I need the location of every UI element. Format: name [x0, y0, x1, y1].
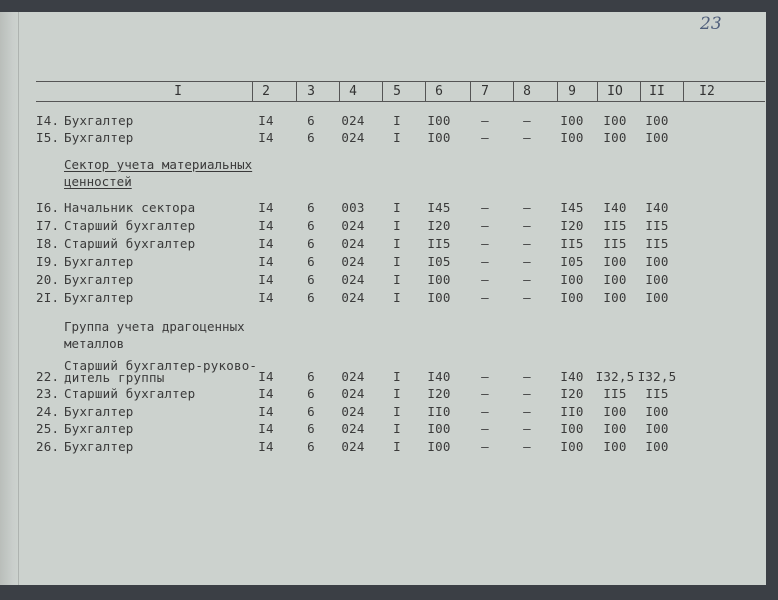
- cell-c10: II5: [603, 386, 627, 401]
- column-separator: [683, 82, 684, 101]
- cell-c8: –: [523, 421, 531, 436]
- cell-c9: I20: [560, 218, 584, 233]
- cell-c7: –: [481, 218, 489, 233]
- cell-c10: I00: [603, 272, 627, 287]
- cell-c8: –: [523, 386, 531, 401]
- cell-c2: I4: [258, 218, 274, 233]
- cell-c5: I: [393, 404, 401, 419]
- cell-c3: 6: [307, 439, 315, 454]
- cell-c3: 6: [307, 254, 315, 269]
- cell-c4: 024: [341, 113, 365, 128]
- cell-c3: 6: [307, 236, 315, 251]
- cell-c3: 6: [307, 421, 315, 436]
- cell-c3: 6: [307, 386, 315, 401]
- section-title-line: металлов: [64, 336, 125, 351]
- section-title-line: Сектор учета материальных: [64, 157, 253, 172]
- cell-c8: –: [523, 439, 531, 454]
- column-header-1: I: [174, 84, 182, 99]
- cell-c6: I00: [427, 421, 451, 436]
- row-number: 25.: [36, 421, 60, 436]
- position-name: Бухгалтер: [64, 290, 134, 305]
- column-header-5: 5: [393, 84, 401, 99]
- row-number: I9.: [36, 254, 60, 269]
- row-number: I4.: [36, 113, 60, 128]
- cell-c3: 6: [307, 369, 315, 384]
- row-number: 26.: [36, 439, 60, 454]
- position-name: Бухгалтер: [64, 439, 134, 454]
- cell-c6: I00: [427, 290, 451, 305]
- section-title-line: Группа учета драгоценных: [64, 319, 245, 334]
- position-name: Бухгалтер: [64, 254, 134, 269]
- cell-c7: –: [481, 290, 489, 305]
- cell-c10: I40: [603, 200, 627, 215]
- cell-c4: 024: [341, 290, 365, 305]
- cell-c9: I00: [560, 272, 584, 287]
- cell-c4: 024: [341, 218, 365, 233]
- table-header-top-rule: [36, 81, 765, 82]
- cell-c4: 024: [341, 439, 365, 454]
- cell-c2: I4: [258, 439, 274, 454]
- cell-c6: I05: [427, 254, 451, 269]
- cell-c2: I4: [258, 369, 274, 384]
- cell-c6: I00: [427, 130, 451, 145]
- cell-c11: II5: [645, 218, 669, 233]
- cell-c6: I00: [427, 113, 451, 128]
- cell-c5: I: [393, 369, 401, 384]
- position-name: Бухгалтер: [64, 130, 134, 145]
- cell-c7: –: [481, 369, 489, 384]
- table-header-bottom-rule: [36, 101, 765, 102]
- cell-c4: 024: [341, 386, 365, 401]
- position-name: Бухгалтер: [64, 113, 134, 128]
- cell-c4: 024: [341, 421, 365, 436]
- cell-c8: –: [523, 272, 531, 287]
- cell-c9: I00: [560, 421, 584, 436]
- cell-c7: –: [481, 404, 489, 419]
- cell-c3: 6: [307, 290, 315, 305]
- cell-c3: 6: [307, 272, 315, 287]
- cell-c6: I00: [427, 439, 451, 454]
- cell-c5: I: [393, 439, 401, 454]
- position-name: Бухгалтер: [64, 421, 134, 436]
- cell-c4: 024: [341, 369, 365, 384]
- cell-c10: I00: [603, 404, 627, 419]
- cell-c2: I4: [258, 386, 274, 401]
- cell-c8: –: [523, 130, 531, 145]
- cell-c11: I40: [645, 200, 669, 215]
- cell-c11: I00: [645, 113, 669, 128]
- column-header-11: II: [649, 84, 665, 99]
- position-name: Старший бухгалтер: [64, 236, 196, 251]
- cell-c10: I00: [603, 254, 627, 269]
- cell-c2: I4: [258, 200, 274, 215]
- cell-c3: 6: [307, 218, 315, 233]
- position-name: Бухгалтер: [64, 404, 134, 419]
- cell-c8: –: [523, 290, 531, 305]
- cell-c4: 024: [341, 130, 365, 145]
- binding-edge: [0, 12, 19, 585]
- cell-c5: I: [393, 130, 401, 145]
- cell-c9: I00: [560, 113, 584, 128]
- cell-c7: –: [481, 200, 489, 215]
- cell-c9: I40: [560, 369, 584, 384]
- cell-c10: I00: [603, 130, 627, 145]
- position-name: Начальник сектора: [64, 200, 196, 215]
- page-number: 23: [700, 14, 722, 34]
- row-number: I7.: [36, 218, 60, 233]
- row-number: I8.: [36, 236, 60, 251]
- cell-c6: II0: [427, 404, 451, 419]
- cell-c5: I: [393, 218, 401, 233]
- cell-c9: I45: [560, 200, 584, 215]
- cell-c8: –: [523, 236, 531, 251]
- cell-c5: I: [393, 421, 401, 436]
- cell-c11: I00: [645, 404, 669, 419]
- cell-c9: I00: [560, 439, 584, 454]
- cell-c8: –: [523, 113, 531, 128]
- cell-c3: 6: [307, 130, 315, 145]
- cell-c6: I20: [427, 218, 451, 233]
- cell-c7: –: [481, 130, 489, 145]
- column-header-12: I2: [699, 84, 715, 99]
- cell-c10: I32,5: [595, 369, 635, 384]
- cell-c11: II5: [645, 386, 669, 401]
- row-number: I5.: [36, 130, 60, 145]
- cell-c11: I32,5: [637, 369, 677, 384]
- column-header-8: 8: [523, 84, 531, 99]
- cell-c9: I00: [560, 130, 584, 145]
- cell-c7: –: [481, 113, 489, 128]
- cell-c11: I00: [645, 272, 669, 287]
- cell-c11: I00: [645, 439, 669, 454]
- cell-c5: I: [393, 254, 401, 269]
- cell-c9: II0: [560, 404, 584, 419]
- cell-c6: I40: [427, 369, 451, 384]
- section-title: [64, 156, 252, 190]
- cell-c2: I4: [258, 290, 274, 305]
- cell-c3: 6: [307, 113, 315, 128]
- cell-c2: I4: [258, 236, 274, 251]
- column-header-2: 2: [262, 84, 270, 99]
- cell-c8: –: [523, 369, 531, 384]
- cell-c5: I: [393, 386, 401, 401]
- column-header-4: 4: [349, 84, 357, 99]
- section-title: [64, 318, 245, 352]
- cell-c7: –: [481, 272, 489, 287]
- cell-c4: 024: [341, 236, 365, 251]
- cell-c9: I20: [560, 386, 584, 401]
- cell-c5: I: [393, 236, 401, 251]
- cell-c8: –: [523, 404, 531, 419]
- cell-c4: 024: [341, 272, 365, 287]
- cell-c4: 024: [341, 254, 365, 269]
- cell-c8: –: [523, 218, 531, 233]
- cell-c7: –: [481, 421, 489, 436]
- row-number: 20.: [36, 272, 60, 287]
- cell-c4: 024: [341, 404, 365, 419]
- position-name: дитель группы: [64, 370, 165, 385]
- cell-c2: I4: [258, 130, 274, 145]
- cell-c2: I4: [258, 254, 274, 269]
- cell-c6: I00: [427, 272, 451, 287]
- cell-c8: –: [523, 200, 531, 215]
- cell-c5: I: [393, 290, 401, 305]
- cell-c5: I: [393, 200, 401, 215]
- row-number: 22.: [36, 369, 60, 384]
- position-name: Бухгалтер: [64, 272, 134, 287]
- cell-c11: I00: [645, 254, 669, 269]
- cell-c6: I45: [427, 200, 451, 215]
- cell-c11: I00: [645, 421, 669, 436]
- cell-c10: I00: [603, 421, 627, 436]
- cell-c10: II5: [603, 218, 627, 233]
- column-header-7: 7: [481, 84, 489, 99]
- cell-c11: II5: [645, 236, 669, 251]
- cell-c9: II5: [560, 236, 584, 251]
- cell-c11: I00: [645, 130, 669, 145]
- section-title-line: ценностей: [64, 174, 132, 189]
- row-number: 23.: [36, 386, 60, 401]
- cell-c2: I4: [258, 421, 274, 436]
- cell-c7: –: [481, 386, 489, 401]
- cell-c2: I4: [258, 113, 274, 128]
- cell-c7: –: [481, 439, 489, 454]
- row-number: 24.: [36, 404, 60, 419]
- cell-c3: 6: [307, 404, 315, 419]
- cell-c2: I4: [258, 404, 274, 419]
- cell-c3: 6: [307, 200, 315, 215]
- cell-c10: I00: [603, 290, 627, 305]
- column-header-9: 9: [568, 84, 576, 99]
- cell-c10: I00: [603, 113, 627, 128]
- cell-c7: –: [481, 236, 489, 251]
- cell-c11: I00: [645, 290, 669, 305]
- cell-c10: II5: [603, 236, 627, 251]
- position-name: Старший бухгалтер: [64, 386, 196, 401]
- column-header-3: 3: [307, 84, 315, 99]
- position-name: Старший бухгалтер: [64, 218, 196, 233]
- column-header-10: IO: [607, 84, 623, 99]
- row-number: 2I.: [36, 290, 60, 305]
- cell-c6: I20: [427, 386, 451, 401]
- cell-c9: I05: [560, 254, 584, 269]
- cell-c8: –: [523, 254, 531, 269]
- row-number: I6.: [36, 200, 60, 215]
- cell-c2: I4: [258, 272, 274, 287]
- cell-c4: 003: [341, 200, 365, 215]
- cell-c10: I00: [603, 439, 627, 454]
- column-header-6: 6: [435, 84, 443, 99]
- cell-c5: I: [393, 272, 401, 287]
- cell-c9: I00: [560, 290, 584, 305]
- cell-c5: I: [393, 113, 401, 128]
- cell-c6: II5: [427, 236, 451, 251]
- cell-c7: –: [481, 254, 489, 269]
- position-name: Старший бухгалтер-руково-: [64, 358, 258, 373]
